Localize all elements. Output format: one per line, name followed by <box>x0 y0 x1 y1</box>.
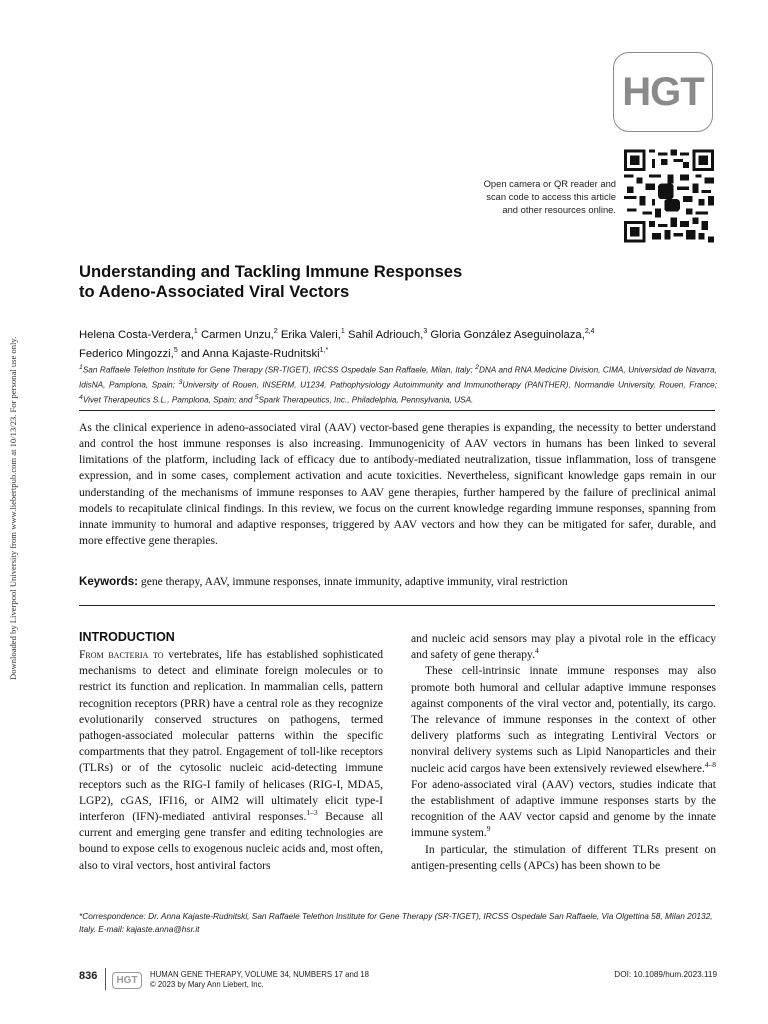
keywords <box>79 574 716 590</box>
qr-instructions-line3: and other resources online. <box>502 204 616 215</box>
affiliation-text: University of Rouen, INSERM, U1234, Pathophysiology Autoimmunity and Immunotherapy (PANTHER), Normandie University, Rouen, France; <box>182 380 718 390</box>
download-notice: Downloaded by Liverpool University from www.liebertpub.com at 10/13/23. For personal use only. <box>8 336 18 680</box>
citation-ref: 9 <box>486 824 491 834</box>
page-number: 836 <box>79 970 98 982</box>
author-affiliation-mark: 1,* <box>319 346 329 354</box>
affiliation-text: Spark Therapeutics, Inc., Philadelphia, Pennsylvania, USA. <box>258 396 474 406</box>
affiliation-mark: 2 <box>475 364 479 371</box>
correspondence-footnote: *Correspondence: Dr. Anna Kajaste-Rudnitski, San Raffaele Telethon Institute for Gene Therapy (SR-TIGET), IRCSS Ospedale San Raffaele, Via Olgettina 58, Milan 20132, Italy. E-mail: kajaste.anna@hsr.it <box>79 911 713 934</box>
affiliations <box>79 362 717 408</box>
qr-code-icon[interactable] <box>624 149 714 243</box>
intro-lead-in: From bacteria to <box>79 649 164 661</box>
author-line1 <box>79 324 719 343</box>
header-divider <box>79 410 715 411</box>
author-name: Erika Valeri, <box>277 328 341 341</box>
article-title-line2: to Adeno-Associated Viral Vectors <box>79 281 350 301</box>
author-affiliation-mark: 1 <box>340 328 345 335</box>
doi-link[interactable]: DOI: 10.1089/hum.2023.119 <box>614 970 717 979</box>
qr-instructions-line2: scan code to access this article <box>486 191 616 202</box>
qr-instructions-line1: Open camera or QR reader and <box>483 178 616 189</box>
section-heading-introduction: INTRODUCTION <box>79 630 175 644</box>
affiliation-mark: 1 <box>79 364 83 371</box>
keywords-label: Keywords: <box>79 576 139 588</box>
author-name: Helena Costa-Verdera, <box>79 328 194 341</box>
author-name: Sahil Adriouch, <box>344 328 424 341</box>
affiliation-text: San Raffaele Telethon Institute for Gene Therapy (SR-TIGET), IRCSS Ospedale San Raffaele, Milan, Italy; <box>82 365 476 375</box>
intro-paragraph-1-continued <box>411 631 716 663</box>
intro-paragraph-3: In particular, the stimulation of different TLRs present on antigen-presenting cells (APCs) has been shown to be <box>411 843 716 872</box>
article-title <box>79 262 639 301</box>
text-column-right <box>411 631 716 874</box>
author-affiliation-mark: 3 <box>423 328 428 335</box>
intro-text: and nucleic acid sensors may play a pivotal role in the efficacy and safety of gene therapy. <box>411 633 716 662</box>
intro-paragraph-1 <box>79 647 383 874</box>
author-line2 <box>79 343 719 362</box>
author-list <box>79 324 719 362</box>
article-title-line1: Understanding and Tackling Immune Responses <box>79 262 463 281</box>
abstract: As the clinical experience in adeno-associated viral (AAV) vector-based gene therapies is expanding, the necessity to better understand and control the host immune responses is also increasing. Immunogenicity of AAV vectors in humans has been linked to several limitations of the platform, including lack of efficacy due to antibody-mediated neutralization, tissue inflammation, loss of transgene expression, and in some cases, complement activation and acute toxicities. Nevertheless, significant knowledge gaps remain in our understanding of the mechanisms of immune responses to AAV gene therapies, further hampered by the failure of preclinical animal models to recapitulate clinical findings. In this review, we focus on the current knowledge regarding immune responses, spanning from innate immunity to humoral and adaptive responses, triggered by AAV vectors and how they can be mitigated for safer, durable, and more effective gene therapies. <box>79 422 716 548</box>
affiliation-text: DNA and RNA Medicine Division, CIMA, Universidad de Navarra, IdisNA, Pamplona, Spain; <box>79 365 717 390</box>
author-name: Carmen Unzu, <box>197 328 274 341</box>
intro-text: For adeno-associated viral (AAV) vectors, studies indicate that the establishment of adaptive immune responses starts by the recognition of the AAV vector capsid and genome by the innate immune system. <box>411 778 716 840</box>
intro-paragraph-2 <box>411 663 716 841</box>
journal-logo-text: HGT <box>622 69 704 114</box>
footer-divider <box>105 968 106 990</box>
text-column-left <box>79 647 383 874</box>
qr-instructions <box>440 177 616 216</box>
affiliation-mark: 4 <box>79 394 83 402</box>
author-affiliation-mark: 5 <box>173 346 178 354</box>
citation-ref: 4–8 <box>704 759 716 769</box>
affiliation-mark: 5 <box>254 394 259 402</box>
footer-journal-info <box>150 970 369 990</box>
footer-journal-line2: © 2023 by Mary Ann Liebert, Inc. <box>150 980 264 989</box>
affiliation-text: Vivet Therapeutics S.L., Pamplona, Spain; and <box>82 396 255 406</box>
journal-logo <box>613 52 713 132</box>
abstract-divider <box>79 605 715 606</box>
footer-journal-line1: HUMAN GENE THERAPY, VOLUME 34, NUMBERS 17 and 18 <box>150 970 369 979</box>
intro-text: Because all current and emerging gene transfer and editing technologies are bound to expose cells to exogenous nucleic acids and, most often, also to viral vectors, host antiviral factors <box>79 811 383 872</box>
intro-text: These cell-intrinsic innate immune responses may also promote both humoral and cellular adaptive immune responses against components of the viral vector and, potentially, its cargo. The relevance of immune responses in the context of other delivery platforms such as integrating Lentiviral Vectors or nonviral delivery systems such as Lipid Nanoparticles and their nucleic acid cargos have been extensively reviewed elsewhere. <box>411 665 716 775</box>
author-affiliation-mark: 2 <box>273 328 278 335</box>
page-footer <box>79 968 717 998</box>
author-name: Federico Mingozzi, <box>79 347 174 360</box>
citation-ref: 1–3 <box>306 808 318 818</box>
author-affiliation-mark: 2,4 <box>584 328 595 335</box>
citation-ref: 4 <box>534 646 539 656</box>
author-name: Gloria González Aseguinolaza, <box>427 328 585 341</box>
author-affiliation-mark: 1 <box>193 328 198 335</box>
keywords-text: gene therapy, AAV, immune responses, innate immunity, adaptive immunity, viral restriction <box>138 576 568 588</box>
footer-journal-logo: HGT <box>112 972 142 989</box>
intro-text: vertebrates, life has established sophisticated mechanisms to detect and eliminate foreign molecules or to restrict its function and replication. In mammalian cells, pattern recognition receptors (PRR) have a central role as they recognize evolutionarily conserved structures on pathogens, termed pathogen-associated molecular patterns within the specific compartments that they patrol. Engagement of toll-like receptors (TLRs) or of the cytosolic nucleic acid-detecting immune receptors such as the RIG-I family of helicases (RIG-I, MDA5, LGP2), cGAS, IFI16, or AIM2 will ultimately elicit type-I interferon (IFN)-mediated antiviral responses. <box>79 649 383 824</box>
author-name: and Anna Kajaste-Rudnitski <box>177 347 320 360</box>
affiliation-mark: 3 <box>178 379 183 387</box>
